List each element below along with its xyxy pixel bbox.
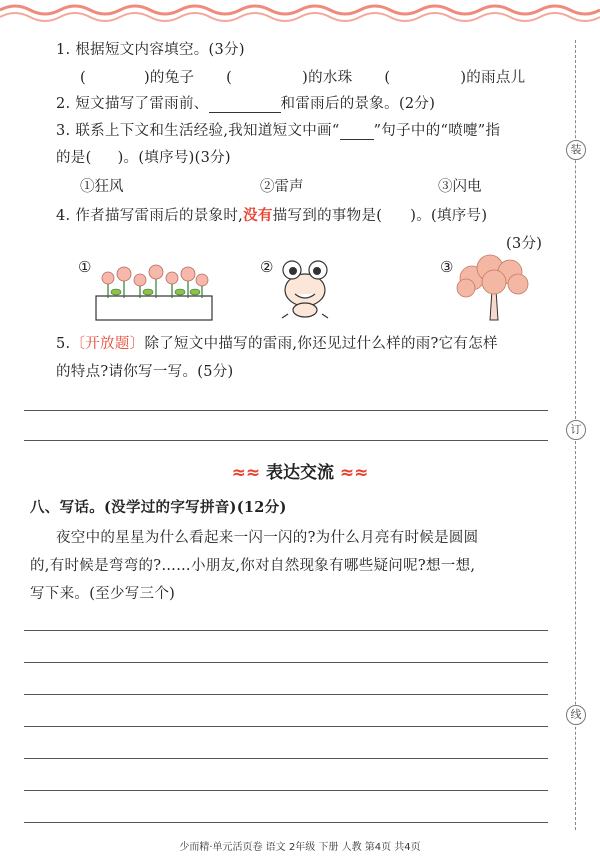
question-1-fills: ( )的兔子 ( )的水珠 ( )的雨点儿 — [80, 70, 526, 86]
question-5-line2: 的特点?请你写一写。(5分) — [56, 364, 234, 380]
marker-1: ① — [78, 258, 92, 276]
writing-line[interactable] — [24, 410, 548, 411]
top-wave-border — [0, 0, 600, 30]
question-3-line1: 3. 联系上下文和生活经验,我知道短文中画“ ”句子中的“喷嚏”指 — [56, 123, 501, 139]
tree-image — [452, 254, 534, 326]
writing-line[interactable] — [24, 630, 548, 631]
underline-mark — [340, 125, 374, 140]
question-5-line1: 5.〔开放题〕除了短文中描写的雷雨,你还见过什么样的雨?它有怎样 — [56, 336, 498, 352]
writing-line[interactable] — [24, 758, 548, 759]
question-8-line2: 的,有时候是弯弯的?……小朋友,你对自然现象有哪些疑问呢?想一想, — [30, 558, 476, 574]
marker-2: ② — [260, 258, 274, 276]
flower-box-image — [94, 262, 214, 326]
wave-icon: ≈ — [245, 463, 261, 483]
highlight-text: 没有 — [243, 207, 273, 224]
binding-line — [566, 40, 592, 830]
option-3: ③闪电 — [438, 179, 482, 195]
writing-line[interactable] — [24, 694, 548, 695]
open-question-tag: 〔开放题〕 — [70, 336, 145, 352]
writing-line[interactable] — [24, 662, 548, 663]
writing-line[interactable] — [24, 822, 548, 823]
binding-tag: 订 — [566, 420, 586, 440]
binding-tag: 线 — [566, 705, 586, 725]
binding-tag: 装 — [566, 140, 586, 160]
section-title: ≈≈ 表达交流 ≈≈ — [231, 463, 369, 483]
option-2: ②雷声 — [260, 179, 304, 195]
question-4: 4. 作者描写雷雨后的景象时,没有描写到的事物是( )。(填序号) — [56, 207, 488, 224]
question-4-score: (3分) — [506, 236, 543, 252]
writing-line[interactable] — [24, 440, 548, 441]
question-8-title: 八、写话。(没学过的字写拼音)(12分) — [30, 499, 287, 516]
writing-line[interactable] — [24, 790, 548, 791]
question-8-line3: 写下来。(至少写三个) — [30, 586, 176, 602]
answer-blank[interactable] — [209, 98, 281, 113]
option-1: ①狂风 — [80, 179, 124, 195]
frog-image — [276, 256, 334, 324]
question-8-line1: 夜空中的星星为什么看起来一闪一闪的?为什么月亮有时候是圆圆 — [56, 530, 479, 546]
question-2: 2. 短文描写了雷雨前、 和雷雨后的景象。(2分) — [56, 96, 436, 112]
page-footer: 少而精·单元活页卷 语文 2年级 下册 人教 第4页 共4页 — [179, 842, 421, 853]
question-1-title: 1. 根据短文内容填空。(3分) — [56, 42, 245, 58]
wave-icon: ≈≈ — [339, 463, 369, 483]
wave-icon: ≈ — [231, 463, 246, 483]
marker-3: ③ — [440, 258, 454, 276]
writing-line[interactable] — [24, 726, 548, 727]
question-3-line2: 的是( )。(填序号)(3分) — [56, 150, 231, 166]
